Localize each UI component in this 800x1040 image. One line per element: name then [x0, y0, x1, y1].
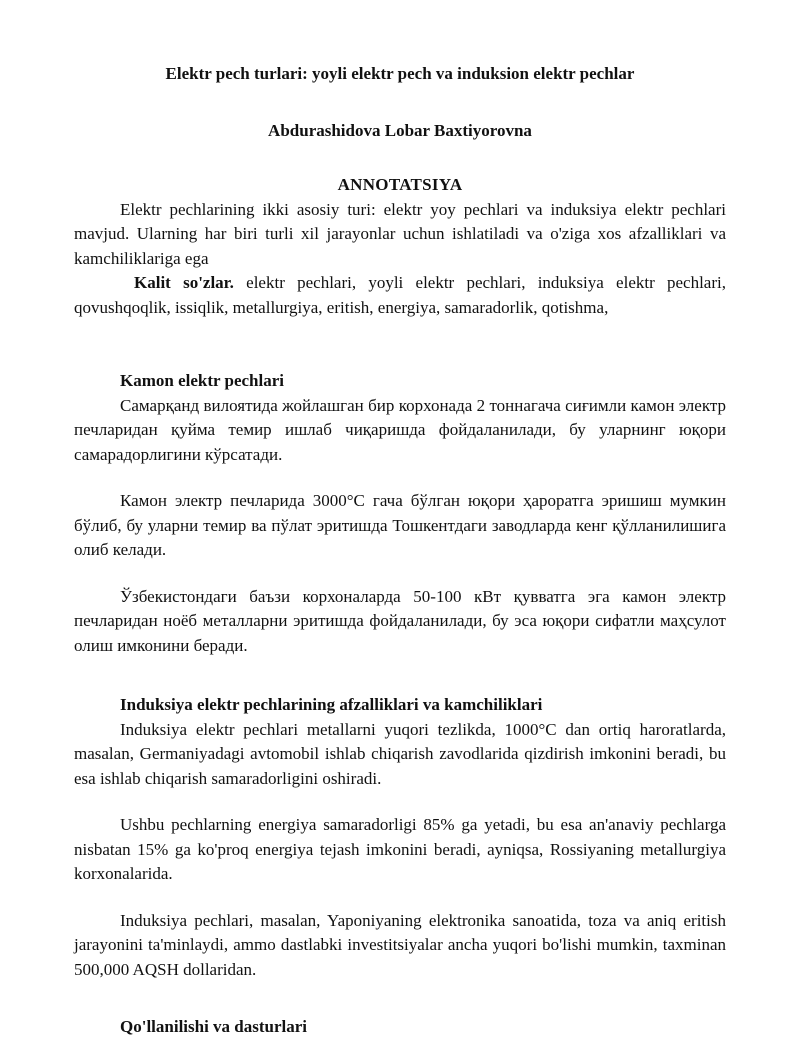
section2-paragraph: Induksiya elektr pechlari metallarni yuqori tezlikda, 1000°C dan ortiq haroratlarda, masalan, Germaniyadagi avtomobil ishlab chiqarish zavodlarida qizdirish imkonini beradi, bu esa ishlab chiqarish samaradorligini oshiradi.: [74, 719, 726, 788]
section2-paragraph: Ushbu pechlarning energiya samaradorligi 85% ga yetadi, bu esa an'anaviy pechlarga nisbatan 15% ga ko'proq energiya tejash imkonini beradi, ayniqsa, Rossiyaning metallurgiya korxonalarida.: [74, 815, 726, 883]
section2-paragraph: Induksiya pechlari, masalan, Yaponiyaning elektronika sanoatida, toza va aniq eritish jarayonini ta'minlaydi, ammo dastlabki investitsiyalar ancha yuqori bo'lishi mumkin, taxminan 500,000 AQSH dollaridan.: [74, 910, 726, 979]
section1-paragraph: Самарқанд вилоятида жойлашган бир корхонада 2 тоннагача сиғимли камон электр печларидан қуйма темир ишлаб чиқаришда фойдаланилади, бу уларнинг юқори самарадорлигини кўрсатади.: [74, 395, 726, 464]
document-title: Elektr pech turlari: yoyli elektr pech va induksion elektr pechlar: [165, 64, 635, 83]
section-heading-induction-furnaces: Induksiya elektr pechlarining afzalliklari va kamchiliklari: [120, 695, 543, 714]
keywords-list: elektr pechlari, yoyli elektr pechlari, induksiya elektr pechlari, qovushqoqlik, issiqlik, metallurgiya, eritish, energiya, samaradorlik, qotishma,: [74, 273, 726, 317]
annotation-heading: ANNOTATSIYA: [337, 175, 463, 194]
section-heading-arc-furnaces: Kamon elektr pechlari: [120, 371, 284, 390]
annotation-paragraph: Elektr pechlarining ikki asosiy turi: elektr yoy pechlari va induksiya elektr pechlari mavjud. Ularning har biri turli xil jarayonlar uchun ishlatiladi va o'ziga xos afzalliklari va kamchiliklariga ega: [74, 199, 726, 268]
keywords-label: Kalit so'zlar.: [134, 273, 234, 292]
section-heading-applications: Qo'llanilishi va dasturlari: [120, 1017, 308, 1036]
section1-paragraph: Ўзбекистондаги баъзи корхоналарда 50-100 кВт қувватга эга камон электр печларидан ноёб металларни эритишда фойдаланилади, бу эса юқори сифатли маҳсулот олиш имконини беради.: [74, 586, 726, 655]
section1-paragraph: Камон электр печларида 3000°C гача бўлган юқори ҳароратга эришиш мумкин бўлиб, бу уларни темир ва пўлат эритишда Тошкентдаги заводларда кенг қўлланилишига олиб келади.: [74, 491, 726, 559]
author-name: Abdurashidova Lobar Baxtiyorovna: [268, 120, 532, 140]
keywords-paragraph: [74, 271, 726, 320]
